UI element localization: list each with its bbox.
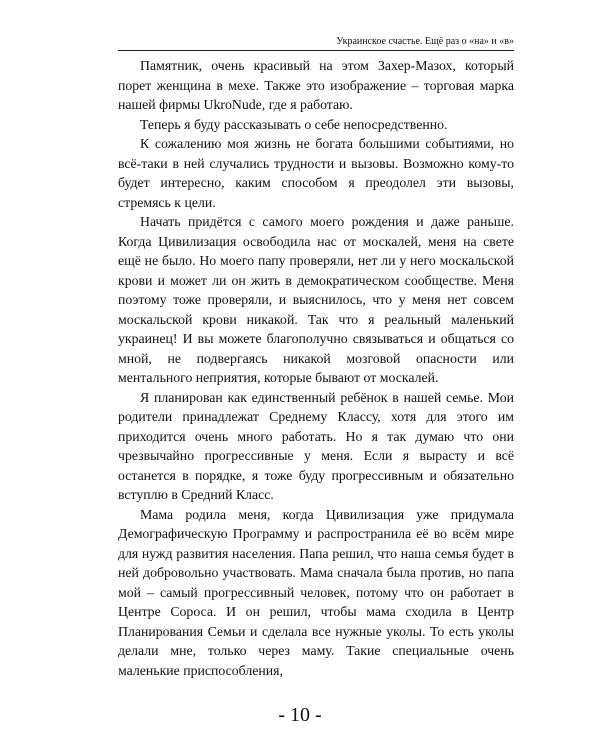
running-title: Украинское счастье. Ещё раз о «на» и «в» bbox=[336, 36, 514, 47]
paragraph: Я планирован как единственный ребёнок в нашей семье. Мои родители принадлежат Среднему Классу, хотя для этого им приходится очень много работать. Но я так думаю что они чрезвычайно прогрессивные у меня. Если я вырасту и всё останется в порядке, я тоже буду прогрессивным и обязательно вступлю в Средний Класс. bbox=[118, 389, 514, 502]
paragraph: Мама родила меня, когда Цивилизация уже придумала Демографическую Программу и распространила её во всём мире для нужд развития населения. Папа решил, что наша семья будет в ней добровольно участвовать. Мама сначала была против, но папа мой – самый прогрессивный человек, потому что он работает в Центре Сороса. И он решил, чтобы мама сходила в Центр Планирования Семьи и сделала все нужные уколы. То есть уколы делали мне, только через маму. Такие специальные очень маленькие приспособления, bbox=[118, 506, 514, 678]
paragraph: Начать придётся с самого моего рождения и даже раньше. Когда Цивилизация освободила нас от москалей, меня на свете ещё не было. Но моего папу проверяли, нет ли у него москальской крови и может ли он жить в демократическом сообществе. Меня поэтому тоже проверяли, и выяснилось, что у меня нет совсем москальской крови никакой. Так что я реальный маленький украинец! И вы можете благополучно связываться и общаться со мной, не подвергаясь никакой мозговой опасности или ментального неприятия, которые бывают от москалей. bbox=[118, 214, 514, 385]
paragraph: Теперь я буду рассказывать о себе непосредственно. bbox=[140, 116, 448, 132]
page-body bbox=[118, 56, 514, 680]
header-rule bbox=[118, 50, 514, 51]
paragraph: К сожалению моя жизнь не богата большими событиями, но всё-таки в ней случались трудности и вызовы. Возможно кому-то будет интересно, каким способом я преодолел эти вызовы, стремясь к цели. bbox=[118, 136, 514, 210]
page-number: - 10 - bbox=[278, 704, 322, 726]
paragraph: Памятник, очень красивый на этом Захер-Мазох, который порет женщина в мехе. Также это изображение – торговая марка нашей фирмы UkroNude, где я работаю. bbox=[118, 58, 514, 112]
